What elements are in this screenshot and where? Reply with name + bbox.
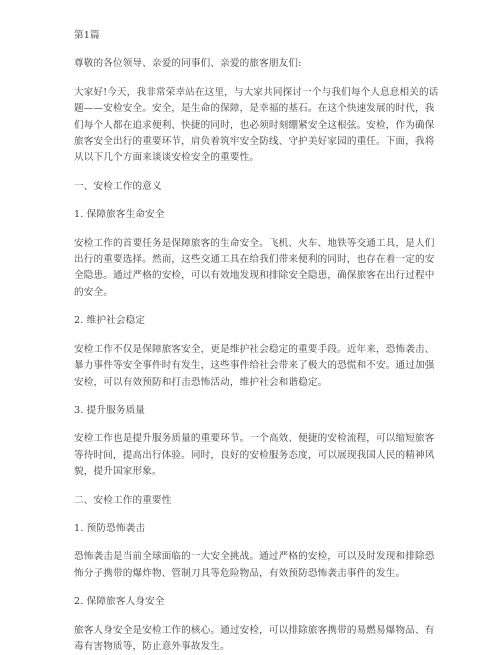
subheading-1-3: 3. 提升服务质量 (74, 404, 146, 416)
body-paragraph-1-2: 安检工作不仅是保障旅客安全，更是维护社会稳定的重要手段。近年来，恐怖袭击、暴力事件等安全事件时有发生，这些事件给社会带来了极大的恐慌和不安。通过加强安检，可以有效预防和打击恐怖活动，维护社会和谐稳定。 (74, 343, 435, 388)
subheading-1-1: 1. 保障旅客生命安全 (74, 209, 165, 221)
section-heading-1: 一、安检工作的意义 (74, 180, 162, 192)
section-heading-2: 二、安检工作的重要性 (74, 494, 172, 506)
body-paragraph-1-3: 安检工作也是提升服务质量的重要环节。一个高效、便捷的安检流程，可以缩短旅客等待时间，提高出行体验。同时，良好的安检服务态度，可以展现我国人民的精神风貌，提升国家形象。 (74, 433, 435, 478)
subheading-2-2: 2. 保障旅客人身安全 (74, 596, 165, 608)
subheading-2-1: 1. 预防恐怖袭击 (74, 522, 146, 534)
chapter-heading: 第1篇 (74, 30, 100, 41)
salutation: 尊敬的各位领导、亲爱的同事们、亲爱的旅客朋友们: (74, 58, 302, 70)
body-paragraph-2-1: 恐怖袭击是当前全球面临的一大安全挑战。通过严格的安检，可以及时发现和排除恐怖分子携带的爆炸物、管制刀具等危险物品，有效预防恐怖袭击事件的发生。 (74, 551, 435, 579)
body-paragraph-1-1: 安检工作的首要任务是保障旅客的生命安全。飞机、火车、地铁等交通工具，是人们出行的重要选择。然而，这些交通工具在给我们带来便利的同时，也存在着一定的安全隐患。通过严格的安检，可以有效地发现和排除安全隐患，确保旅客在出行过程中的安全。 (74, 237, 435, 298)
body-paragraph-2-2: 旅客人身安全是安检工作的核心。通过安检，可以排除旅客携带的易燃易爆物品、有毒有害物质等，防止意外事故发生。 (74, 624, 435, 652)
intro-paragraph: 大家好!今天，我非常荣幸站在这里，与大家共同探讨一个与我们每个人息息相关的话题——安检安全。安全，是生命的保障，是幸福的基石。在这个快速发展的时代，我们每个人都在追求便利、快捷的同时，也必须时刻绷紧安全这根弦。安检，作为确保旅客安全出行的重要环节，肩负着筑牢安全防线、守护美好家园的重任。下面，我将从以下几个方面来谈谈安检安全的重要性。 (74, 86, 439, 164)
subheading-1-2: 2. 维护社会稳定 (74, 315, 146, 327)
